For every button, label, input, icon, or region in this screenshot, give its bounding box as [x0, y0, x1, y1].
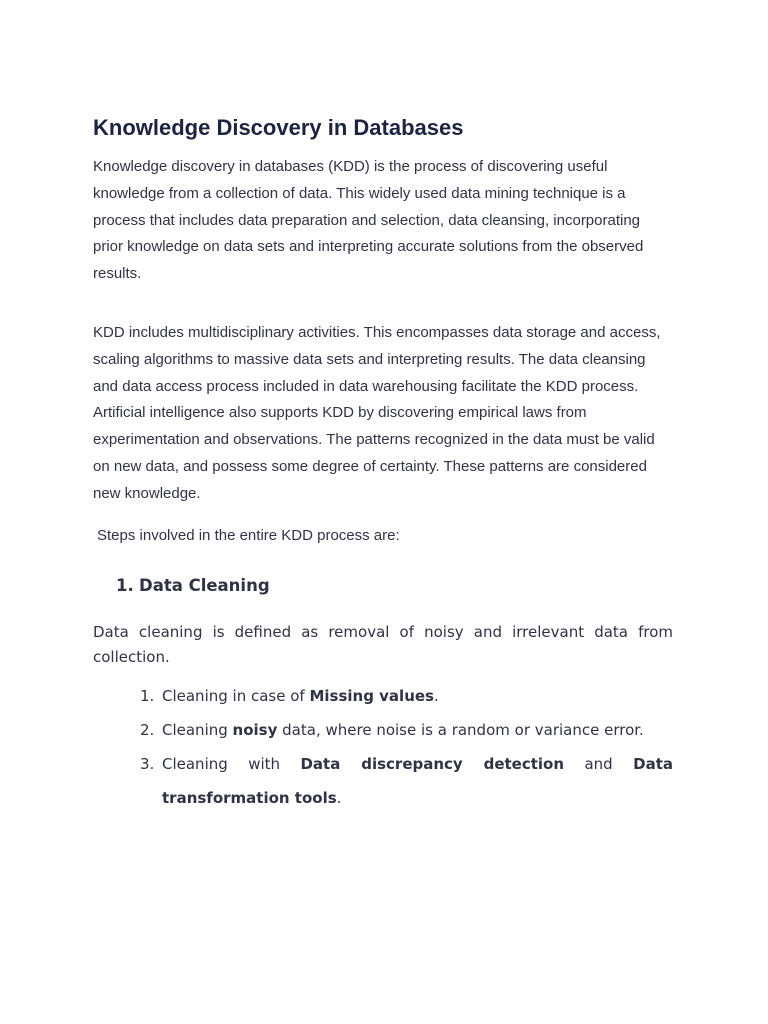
section-heading-text: Data Cleaning	[139, 576, 270, 596]
list-item-suffix: .	[336, 789, 342, 808]
list-item-prefix: Cleaning	[162, 721, 233, 740]
cleaning-methods-list	[93, 679, 673, 815]
list-item-text	[162, 747, 673, 815]
intro-paragraph: Knowledge discovery in databases (KDD) is the process of discovering useful knowledge from a collection of data. This widely used data mining technique is a process that includes data preparation and selection, data cleansing, incorporating prior knowledge on data sets and interpreting accurate solutions from the observed results.	[93, 158, 644, 283]
list-item-text	[162, 713, 673, 747]
list-item-suffix: .	[433, 687, 439, 706]
list-item-bold: noisy	[232, 721, 278, 740]
list-item-bold: Missing values	[309, 687, 434, 706]
list-item-text	[162, 679, 673, 713]
list-item	[140, 713, 673, 747]
section-number: 1.	[116, 576, 134, 596]
list-item-middle: and	[564, 755, 634, 774]
list-item-prefix: Cleaning with	[162, 755, 301, 774]
page-title: Knowledge Discovery in Databases	[93, 115, 464, 140]
list-item-number: 1.	[140, 687, 155, 706]
section-heading	[93, 573, 673, 599]
steps-list	[93, 573, 673, 599]
list-item-prefix: Cleaning in case of	[162, 687, 310, 706]
list-item	[140, 747, 673, 815]
list-item-suffix: data, where noise is a random or variance error.	[277, 721, 644, 740]
list-item-bold-2: Data transformation tools	[162, 755, 673, 808]
list-item-number: 2.	[140, 721, 155, 740]
list-item	[140, 679, 673, 713]
list-item-bold: Data discrepancy detection	[300, 755, 565, 774]
section-description: Data cleaning is defined as removal of noisy and irrelevant data from collection.	[93, 623, 673, 667]
list-item-number: 3.	[140, 755, 155, 774]
document-page	[93, 114, 673, 815]
kdd-activities-paragraph: KDD includes multidisciplinary activities. This encompasses data storage and access, scaling algorithms to massive data sets and interpreting results. The data cleansing and data access process included in data warehousing facilitate the KDD process. Artificial intelligence also supports KDD by discovering empirical laws from experimentation and observations. The patterns recognized in the data must be valid on new data, and possess some degree of certainty. These patterns are considered new knowledge.	[93, 323, 661, 502]
steps-intro: Steps involved in the entire KDD process are:	[97, 526, 400, 544]
